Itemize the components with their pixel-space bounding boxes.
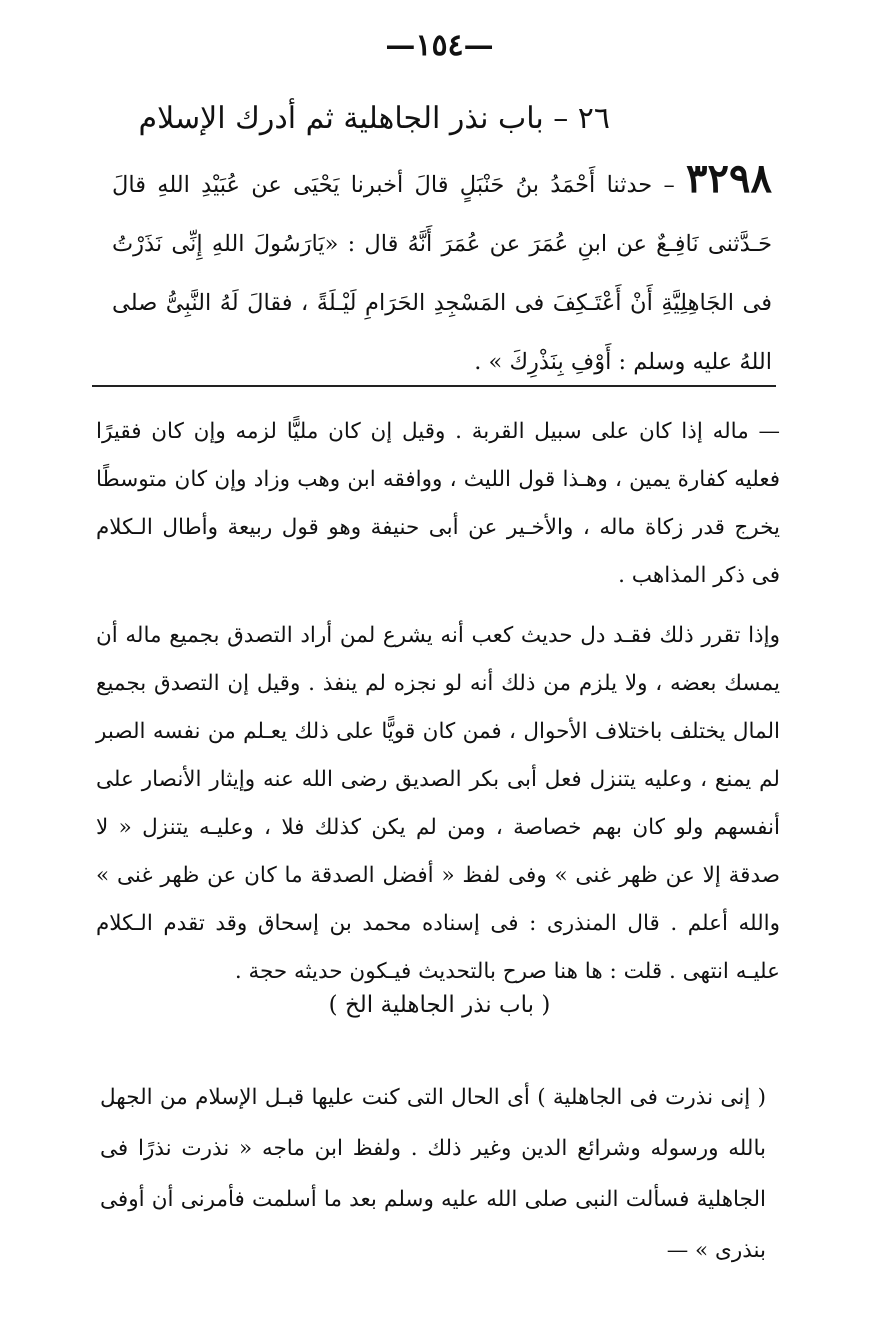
commentary-text-2: وإذا تقرر ذلك فقـد دل حديث كعب أنه يشرع لمن أراد التصدق بجميع ماله أن يمسك بعضه ، ولا يلزم من ذلك أنه لو نجزه لم ينفذ . وقيل إن التصدق بجميع المال يختلف باختلاف الأحوال ، فمن كان قويًّا على ذلك يعـلم من نفسه الصبر لم يمنع ، وعليه يتنزل فعل أبى بكر الصديق رضى الله عنه وإيثار الأنصار على أنفسهم ولو كان بهم خصاصة ، ومن لم يكن كذلك فلا ، وعليـه يتنزل « لا صدقة إلا عن ظهر غنى » وفى لفظ « أفضل الصدقة ما كان عن ظهر غنى » والله أعلم . قال المنذرى : فى إسناده محمد بن إسحاق وقد تقدم الـكلام عليـه انتهى . قلت : ها هنا صرح بالتحديث فيـكون حديثه حجة .	[96, 623, 780, 984]
commentary-text-3: ( إنى نذرت فى الجاهلية ) أى الحال التى كنت عليها قبـل الإسلام من الجهل بالله ورسوله وشرائع الدين وغير ذلك . ولفظ ابن ماجه « نذرت نذرًا فى الجاهلية فسألت النبى صلى الله عليه وسلم بعد ما أسلمت فأمرنى أن أوفى بنذرى » —	[100, 1085, 766, 1263]
footnote-divider	[92, 385, 776, 387]
hadith-number: ٣٢٩٨	[686, 155, 772, 202]
hadith-text: – حدثنا أَحْمَدُ بنُ حَنْبَلٍ قالَ أخبرنا يَحْيَى عن عُبَيْدِ اللهِ قالَ حَـدَّثنى نَافِـعٌ عن ابنِ عُمَرَ عن عُمَرَ أَنَّهُ قال : «يَارَسُولَ اللهِ إِنِّى نَذَرْتُ فى الجَاهِلِيَّةِ أَنْ أَعْتَـكِفَ فى المَسْجِدِ الحَرَامِ لَيْـلَةً ، فقالَ لَهُ النَّبِىُّ صلى اللهُ عليه وسلم : أَوْفِ بِنَذْرِكَ » .	[112, 172, 772, 375]
hadith-text-block	[112, 156, 772, 392]
commentary-paragraph-2	[96, 612, 780, 996]
chapter-heading: ٢٦ – باب نذر الجاهلية ثم أدرك الإسلام	[138, 101, 610, 136]
page-number: —١٥٤—	[385, 28, 494, 63]
commentary-text-1: — ماله إذا كان على سبيل القربة . وقيل إن كان مليًّا لزمه وإن كان فقيرًا فعليه كفارة يمين ، وهـذا قول الليث ، ووافقه ابن وهب وزاد وإن كان متوسطًا يخرج قدر زكاة ماله ، والأخـير عن أبى حنيفة وهو قول ربيعة وأطال الـكلام فى ذكر المذاهب .	[96, 419, 780, 588]
commentary-paragraph-1	[96, 408, 780, 600]
commentary-paragraph-3	[100, 1072, 766, 1276]
commentary-subheading: ( باب نذر الجاهلية الخ )	[328, 992, 551, 1018]
